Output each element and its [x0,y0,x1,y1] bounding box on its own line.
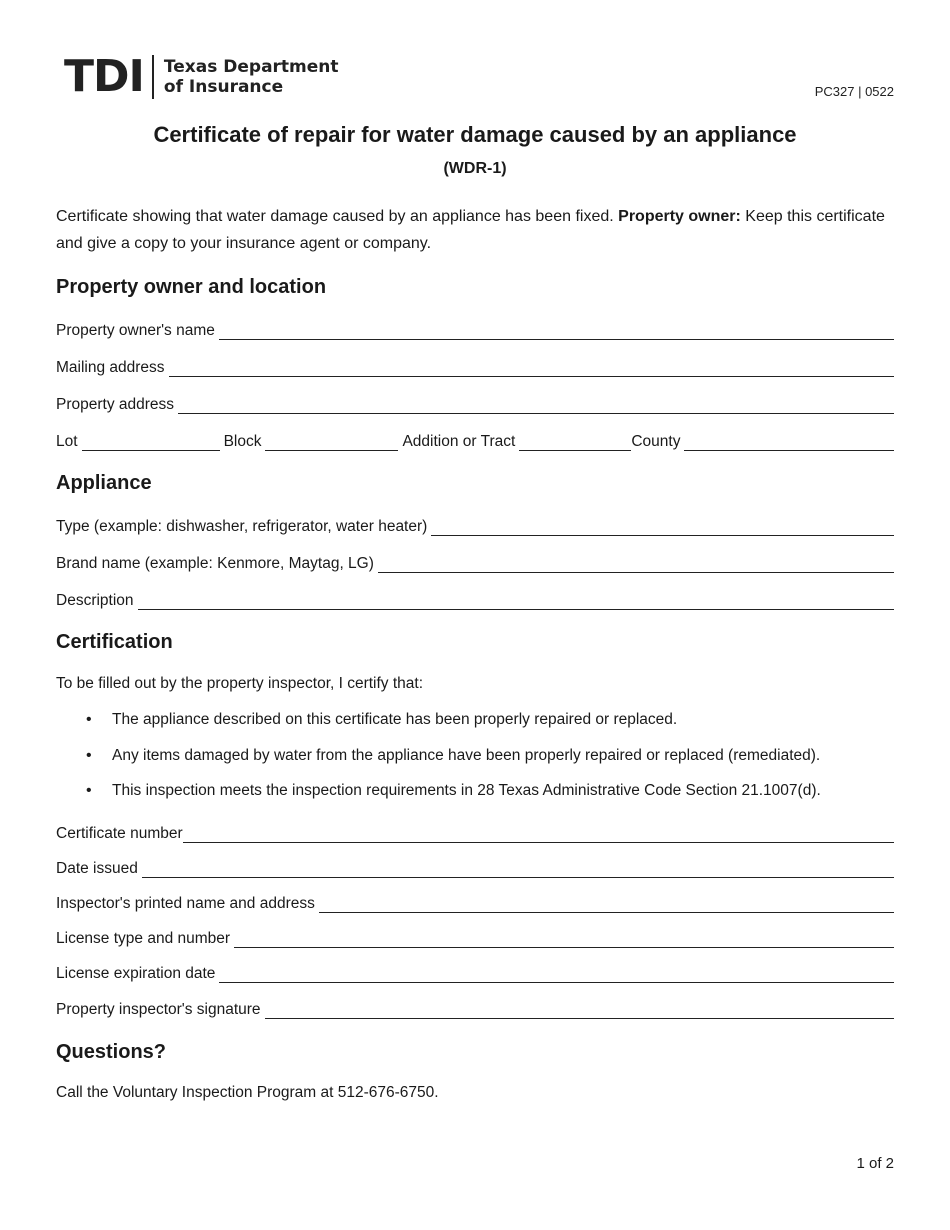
block-line[interactable] [265,432,398,451]
logo-line-2: of Insurance [163,77,284,97]
intro-paragraph [56,203,894,257]
signature-field[interactable] [56,997,894,1019]
certification-bullet: • The appliance described on this certificate has been properly repaired or replaced. [86,711,894,729]
inspector-name-label: Inspector's printed name and address [56,895,315,912]
form-id: (WDR-1) [443,160,507,177]
certificate-number-label: Certificate number [56,825,183,842]
description-line[interactable] [138,591,894,610]
inspector-name-field[interactable] [56,891,894,913]
tdi-logo [64,51,339,102]
date-issued-label: Date issued [56,860,138,877]
brand-name-line[interactable] [378,554,894,573]
page-title: Certificate of repair for water damage caused by an appliance [153,122,797,147]
logo-text [164,57,339,97]
property-address-field[interactable] [56,392,894,414]
section-heading-questions: Questions? [56,1041,167,1063]
lot-label: Lot [56,433,78,450]
questions-text: Call the Voluntary Inspection Program at 512-676-6750. [56,1084,439,1101]
certification-intro: To be filled out by the property inspector, I certify that: [56,675,424,692]
mailing-address-line[interactable] [169,358,894,377]
logo-divider [152,55,154,99]
brand-name-field[interactable] [56,551,894,573]
appliance-type-line[interactable] [431,517,894,536]
certificate-number-field[interactable] [56,821,894,843]
form-page [56,0,894,1230]
license-expiration-line[interactable] [219,964,894,983]
certification-bullet: • Any items damaged by water from the appliance have been properly repaired or replaced (remediated). [86,747,894,765]
intro-rest: Keep this certificate and give a copy to your insurance agent or company. [56,208,885,252]
license-expiration-field[interactable] [56,961,894,983]
mailing-address-label: Mailing address [56,359,165,376]
page-number: 1 of 2 [856,1155,894,1172]
logo-mark: TDI [64,51,144,102]
block-label: Block [223,433,262,450]
intro-bold: Property owner: [618,208,741,225]
addition-label: Addition or Tract [402,433,516,450]
date-issued-line[interactable] [142,859,894,878]
addition-line[interactable] [519,432,631,451]
logo-line-1: Texas Department [163,57,339,77]
owner-name-label: Property owner's name [56,322,215,339]
license-field[interactable] [56,926,894,948]
owner-name-field[interactable] [56,318,894,340]
signature-line[interactable] [265,1000,894,1019]
lot-block-row [56,429,894,451]
date-issued-field[interactable] [56,856,894,878]
appliance-type-field[interactable] [56,514,894,536]
mailing-address-field[interactable] [56,355,894,377]
section-heading-appliance: Appliance [56,472,152,494]
section-heading-certification: Certification [56,631,173,653]
description-field[interactable] [56,588,894,610]
brand-name-label: Brand name (example: Kenmore, Maytag, LG) [56,555,374,572]
lot-line[interactable] [82,432,220,451]
signature-label: Property inspector's signature [56,1001,261,1018]
form-code: PC327 | 0522 [814,84,894,99]
inspector-name-line[interactable] [319,894,894,913]
certification-bullet: • This inspection meets the inspection requirements in 28 Texas Administrative Code Section 21.1007(d). [86,782,894,800]
section-heading-owner: Property owner and location [56,276,327,298]
county-line[interactable] [684,432,894,451]
license-label: License type and number [56,930,231,947]
property-address-line[interactable] [178,395,894,414]
description-label: Description [56,592,134,609]
county-label: County [631,433,681,450]
property-address-label: Property address [56,396,175,413]
certificate-number-line[interactable] [183,824,894,843]
appliance-type-label: Type (example: dishwasher, refrigerator, water heater) [56,518,428,535]
license-expiration-label: License expiration date [56,965,216,982]
license-line[interactable] [234,929,894,948]
owner-name-line[interactable] [219,321,894,340]
intro-text: Certificate showing that water damage caused by an appliance has been fixed. [56,208,614,225]
